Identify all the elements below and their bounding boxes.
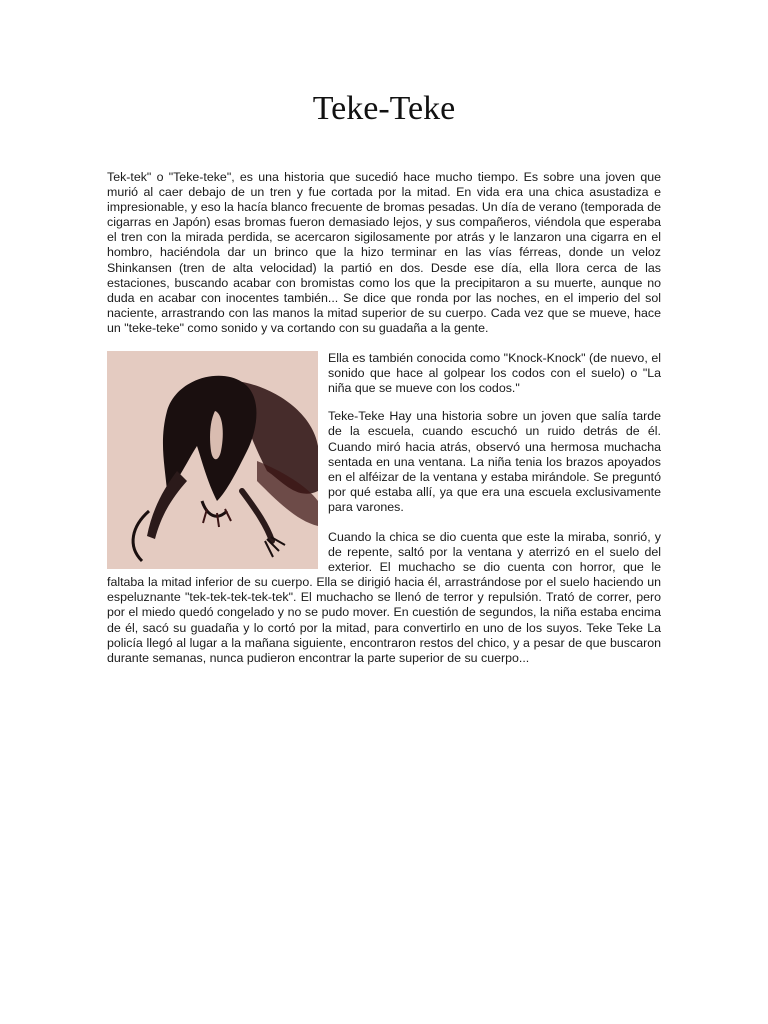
teke-teke-illustration — [107, 351, 318, 569]
document-title: Teke-Teke — [312, 90, 456, 127]
paragraph-school-story: Teke-Teke Hay una historia sobre un joven que salía tarde de la escuela, cuando escuchó un ruido detrás de él. Cuando miró hacia atrás, observó una hermosa muchacha sentada en una ventana. La niña tenia los brazos apoyados en el alféizar de la ventana y estaba mirándole. Se preguntó por qué estaba allí, ya que era una escuela exclusivamente para varones. — [328, 409, 661, 514]
paragraph-intro: Tek-tek" o "Teke-teke", es una historia que sucedió hace mucho tiempo. Es sobre una joven que murió al caer debajo de un tren y fue cortada por la mitad. En vida era una chica asustadiza e impresionable, y eso la hacía blanco frecuente de bromas pesadas. Un día de verano (temporada de cigarras en Japón) esas bromas fueron demasiado lejos, y sus compañeros, viéndola que esperaba el tren con la mirada perdida, se acercaron sigilosamente por atrás y le lanzaron una cigarra en el hombro, haciéndola dar un brinco que la hizo terminar en las vías férreas, donde un veloz Shinkansen (tren de alta velocidad) la partió en dos. Desde ese día, ella llora cerca de las estaciones, buscando acabar con bromistas como los que la precipitaron a su muerte, aunque no duda en acabar con inocentes también... Se dice que ronda por las noches, en el imperio del sol naciente, arrastrando con las manos la mitad superior de su cuerpo. Cada vez que se mueve, hace un "teke-teke" como sonido y va cortando con su guadaña a la gente. — [107, 170, 661, 335]
document-body — [107, 170, 661, 666]
paragraph-ending: Cuando la chica se dio cuenta que este la miraba, sonrió, y de repente, saltó por la ventana y aterrizó en el suelo del exterior. El muchacho se dio cuenta con horror, que le faltaba la mitad inferior de su cuerpo. Ella se dirigió hacia él, arrastrándose por el suelo haciendo un espeluznante "tek-tek-tek-tek-tek". El muchacho se llenó de terror y repulsión. Trató de correr, pero por el miedo quedó congelado y no se pudo mover. En cuestión de segundos, la niña estaba encima de él, sacó su guadaña y lo cortó por la mitad, para convertirlo en uno de los suyos. Teke Teke La policía llegó al lugar a la mañana siguiente, encontraron restos del chico, y a pesar de que buscaron durante semanas, nunca pudieron encontrar la parte superior de su cuerpo... — [107, 529, 661, 665]
paragraph-knock-knock: Ella es también conocida como "Knock-Knock" (de nuevo, el sonido que hace al golpear los codos con el suelo) o "La niña que se mueve con los codos." — [328, 351, 661, 396]
